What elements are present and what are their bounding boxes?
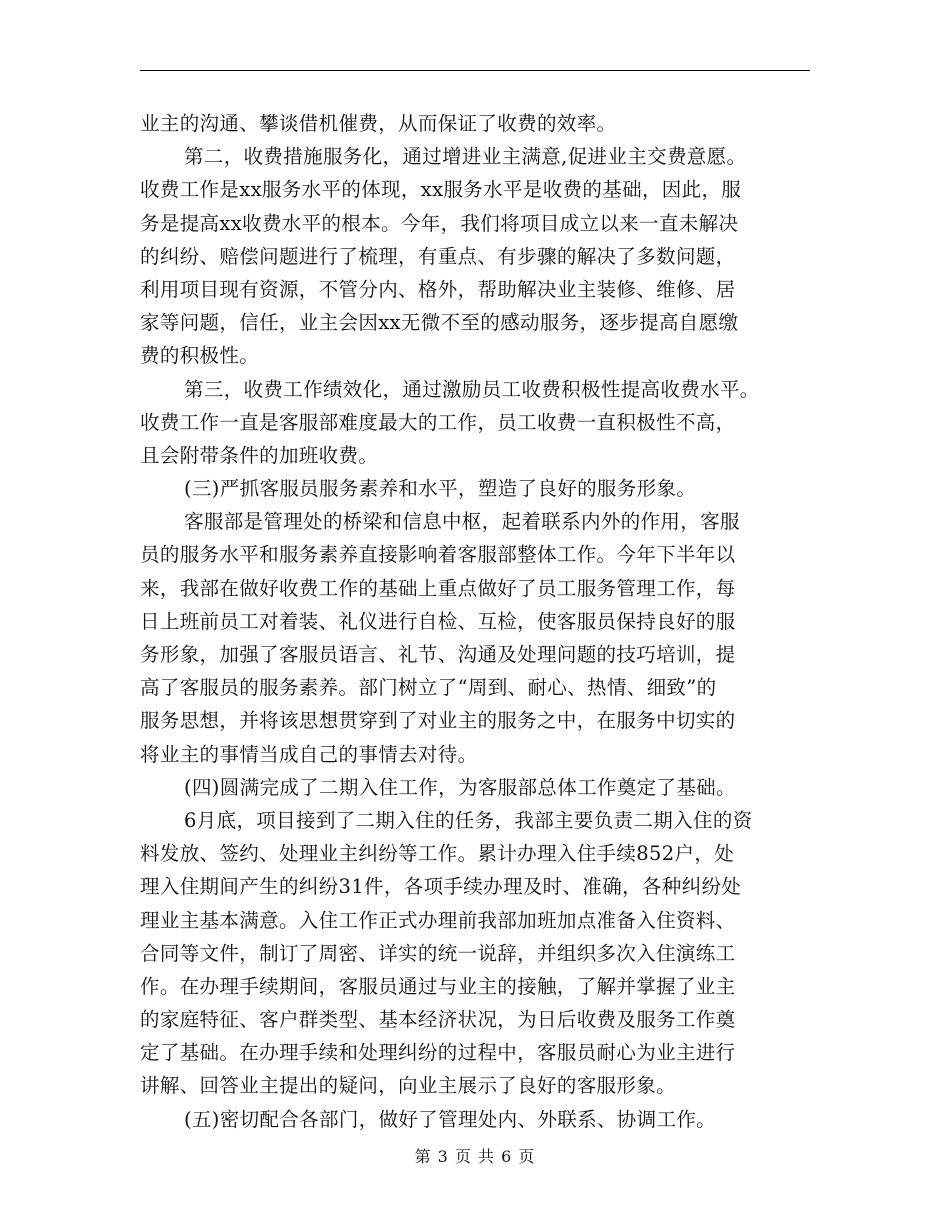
text-line: 来，我部在做好收费工作的基础上重点做好了员工服务管理工作，每	[140, 576, 736, 600]
text-line: 日上班前员工对着装、礼仪进行自检、互检，使客服员保持良好的服	[140, 609, 736, 633]
text-line: 第二，收费措施服务化，通过增进业主满意,促进业主交费意愿。	[184, 145, 747, 169]
text-line: 费的积极性。	[140, 344, 260, 368]
text-line: 员的服务水平和服务素养直接影响着客服部整体工作。今年下半年以	[140, 543, 736, 567]
page-footer: 第 3 页 共 6 页	[414, 1147, 536, 1166]
text-line: (三)严抓客服员服务素养和水平，塑造了良好的服务形象。	[184, 477, 697, 501]
text-line: 利用项目现有资源，不管分内、格外，帮助解决业主装修、维修、居	[140, 277, 736, 301]
text-line: 理业主基本满意。入住工作正式办理前我部加班加点准备入住资料、	[140, 908, 736, 932]
text-line: 的纠纷、赔偿问题进行了梳理，有重点、有步骤的解决了多数问题，	[140, 244, 736, 268]
text-line: 将业主的事情当成自己的事情去对待。	[140, 742, 478, 766]
header-rule	[140, 70, 810, 71]
text-line: 业主的沟通、攀谈借机催费，从而保证了收费的效率。	[140, 112, 617, 135]
text-line: 料发放、签约、处理业主纠纷等工作。累计办理入住手续852户，处	[140, 842, 735, 866]
text-line: (四)圆满完成了二期入住工作，为客服部总体工作奠定了基础。	[184, 775, 736, 799]
text-line: 6月底，项目接到了二期入住的任务，我部主要负责二期入住的资	[184, 808, 753, 832]
text-line: 定了基础。在办理手续和处理纠纷的过程中，客服员耐心为业主进行	[140, 1041, 736, 1065]
text-line: 理入住期间产生的纠纷31件，各项手续办理及时、准确，各种纠纷处	[140, 875, 742, 899]
text-line: 家等问题，信任，业主会因xx无微不至的感动服务，逐步提高自愿缴	[140, 311, 739, 335]
text-line: 作。在办理手续期间，客服员通过与业主的接触，了解并掌握了业主	[140, 974, 736, 998]
text-line: 收费工作一直是客服部难度最大的工作，员工收费一直积极性不高，	[140, 410, 736, 434]
text-line: 且会附带条件的加班收费。	[140, 443, 379, 467]
text-line: (五)密切配合各部门，做好了管理处内、外联系、协调工作。	[184, 1107, 717, 1131]
text-line: 务是提高xx收费水平的根本。今年，我们将项目成立以来一直未解决	[140, 211, 739, 235]
text-line: 讲解、回答业主提出的疑问，向业主展示了良好的客服形象。	[140, 1074, 676, 1098]
text-line: 服务思想，并将该思想贯穿到了对业主的服务之中，在服务中切实的	[140, 709, 736, 733]
text-line: 第三，收费工作绩效化，通过激励员工收费积极性提高收费水平。	[184, 377, 760, 401]
text-line: 务形象，加强了客服员语言、礼节、沟通及处理问题的技巧培训，提	[140, 643, 736, 666]
text-line: 的家庭特征、客户群类型、基本经济状况，为日后收费及服务工作奠	[140, 1008, 736, 1032]
body-text	[140, 107, 820, 1136]
text-line: 高了客服员的服务素养。部门树立了“周到、耐心、热情、细致”的	[140, 676, 717, 700]
text-line: 收费工作是xx服务水平的体现，xx服务水平是收费的基础，因此，服	[140, 178, 742, 202]
text-line: 客服部是管理处的桥梁和信息中枢，起着联系内外的作用，客服	[184, 510, 740, 534]
text-line: 合同等文件，制订了周密、详实的统一说辞，并组织多次入住演练工	[140, 941, 736, 965]
